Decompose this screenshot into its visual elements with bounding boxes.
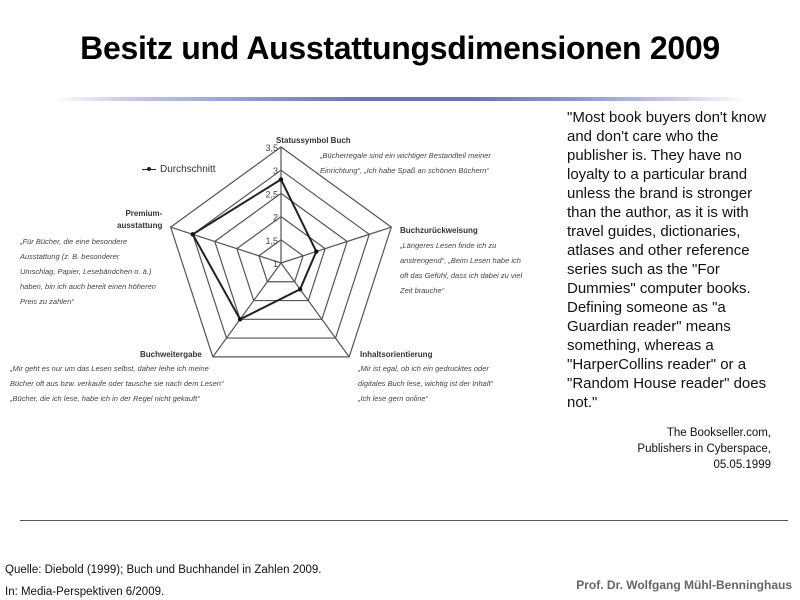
axis-label-inhaltsorientierung: Inhaltsorientierung [360, 350, 433, 359]
axis-quote-buchweitergabe: „Mir geht es nur um das Lesen selbst, daher leihe ich meine Bücher oft aus bzw. verkaufe oder tausche sie nach dem Lesen“ „Bücher, die ich lese, habe ich in der Regel nicht gekauft“ [10, 364, 224, 403]
source-line-2: In: Media-Perspektiven 6/2009. [5, 586, 165, 598]
axis-label-buchzurueckweisung: Buchzurückweisung [400, 226, 478, 235]
source-line-1: Quelle: Diebold (1999); Buch und Buchhandel in Zahlen 2009. [5, 564, 322, 576]
legend-line-marker-icon [142, 169, 156, 171]
radar-chart [0, 120, 560, 420]
title-divider [55, 97, 745, 101]
radar-tick-label: 2 [272, 212, 278, 223]
radar-tick-label: 1,5 [265, 235, 278, 246]
footer-divider [20, 520, 788, 521]
quote-citation: The Bookseller.com, Publishers in Cyberspace, 05.05.1999 [637, 427, 771, 471]
radar-spoke [171, 227, 281, 263]
radar-data-point [314, 249, 318, 253]
quote-text: "Most book buyers don't know and don't care who the publisher is. They have no loyalty to a particular brand unless the brand is stronger than the author, as it is with travel guides, dictionaries, atlases and other reference series such as the "For Dummies" computer books. Defining someone as "a Guardian reader" means something, whereas a "HarperCollins reader" or a "Random House reader" does not." [567, 109, 767, 411]
legend-label: Durchschnitt [160, 164, 216, 175]
radar-data-point [238, 317, 242, 321]
chart-legend [142, 164, 216, 175]
axis-quote-buchzurueckweisung: „Längeres Lesen finde ich zu anstrengend“, „Beim Lesen habe ich oft das Gefühl, dass ich dabei zu viel Zeit brauche“ [400, 241, 523, 295]
axis-label-buchweitergabe: Buchweitergabe [140, 350, 202, 359]
radar-spoke [213, 263, 281, 357]
axis-quote-premiumausstattung: „Für Bücher, die eine besondere Ausstattung (z. B. besonderer Umschlag, Papier, Lesebändchen o. ä.) haben, bin ich auch bereit einen höheren Preis zu zahlen“ [20, 237, 156, 306]
radar-data-point [191, 232, 195, 236]
radar-tick-label: 2,5 [265, 189, 278, 200]
author-name: Prof. Dr. Wolfgang Mühl-Benninghaus [576, 578, 792, 592]
radar-data-point [298, 287, 302, 291]
radar-tick-label: 3 [272, 166, 278, 177]
axis-label-statussymbol: Statussymbol Buch [276, 136, 351, 145]
radar-spoke [281, 263, 349, 357]
axis-label-premiumausstattung: Premium- ausstattung [117, 209, 163, 230]
radar-series-line [193, 179, 317, 319]
slide-title: Besitz und Ausstattungsdimensionen 2009 [80, 30, 720, 66]
radar-spoke [281, 227, 391, 263]
radar-tick-label: 3,5 [265, 143, 278, 153]
radar-tick-label: 1 [272, 259, 278, 269]
radar-data-point [279, 177, 283, 181]
axis-quote-inhaltsorientierung: „Mir ist egal, ob ich ein gedrucktes oder digitales Buch lese, wichtig ist der Inhalt“ „Ich lese gern online“ [358, 364, 494, 403]
axis-quote-statussymbol: „Bücherregale sind ein wichtiger Bestandteil meiner Einrichtung“, „Ich habe Spaß an schönen Büchern“ [320, 151, 491, 175]
